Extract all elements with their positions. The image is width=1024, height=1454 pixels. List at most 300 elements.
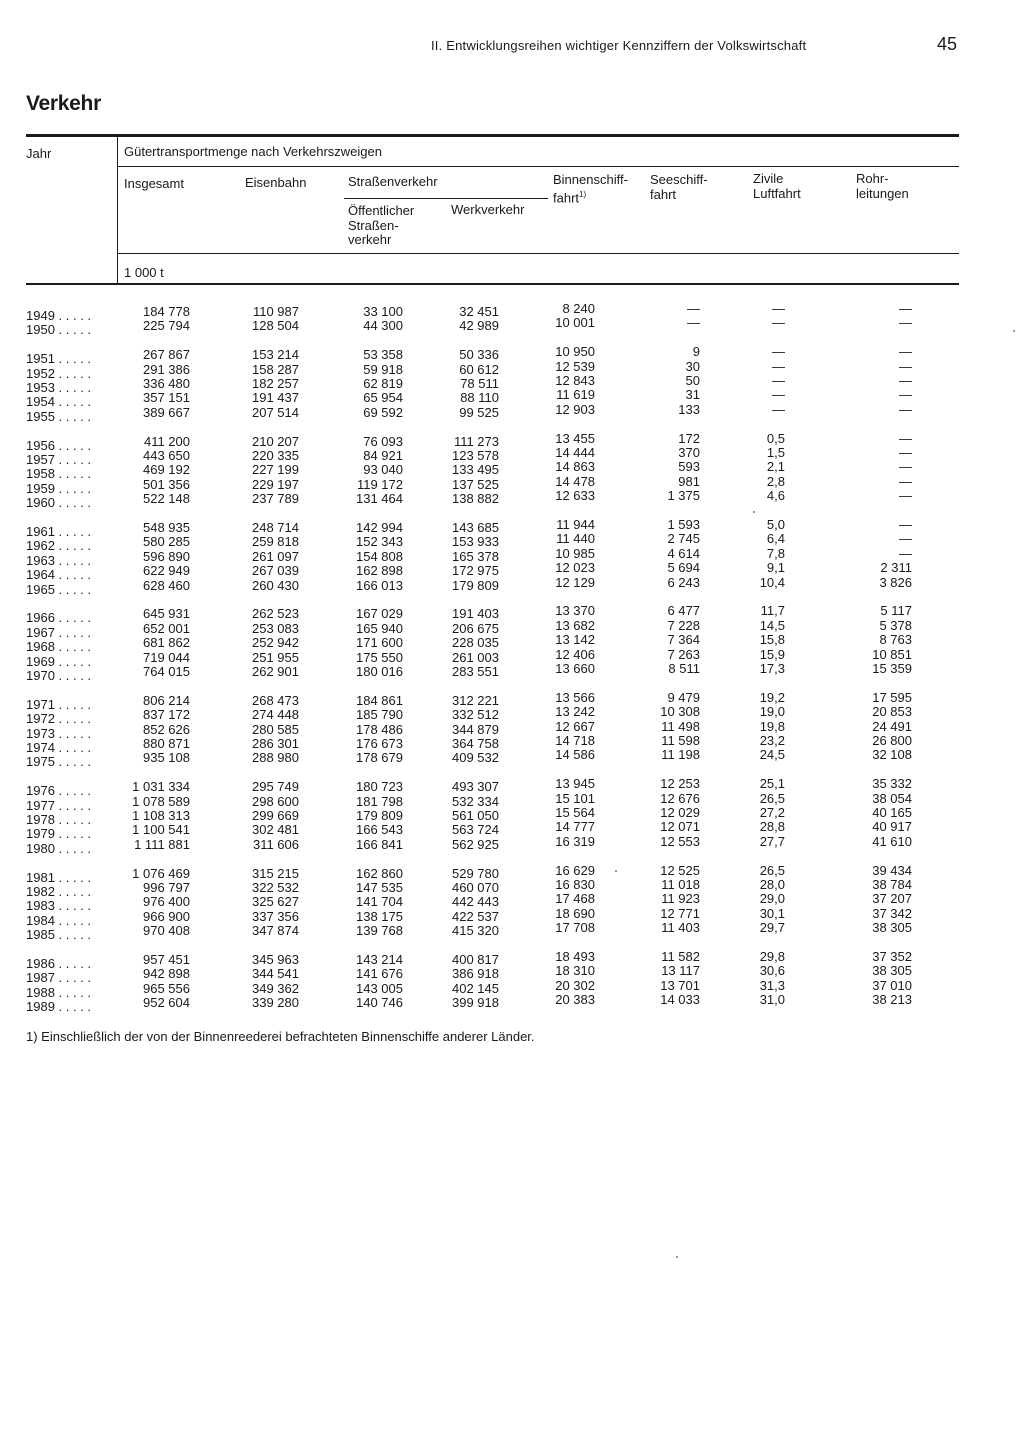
seeschiffahrt-cell: —	[687, 315, 700, 331]
binnenschiffahrt-cell: 13 660	[555, 661, 595, 676]
werkverkehr-cell: 312 221	[452, 692, 499, 708]
insgesamt-cell: 522 148	[143, 491, 190, 507]
scan-speck	[1013, 330, 1015, 332]
binnenschiffahrt-cell: 13 455	[555, 430, 595, 446]
werkverkehr-cell: 532 334	[452, 793, 499, 809]
year-cell: 1963 . . . . .	[26, 552, 92, 568]
year-cell: 1965 . . . . .	[26, 581, 92, 597]
insgesamt-cell: 1 078 589	[132, 793, 190, 809]
rohrleitungen-cell: 2 311	[880, 560, 912, 576]
eisenbahn-cell: 210 207	[252, 433, 299, 449]
seeschiffahrt-cell: 6 243	[667, 574, 700, 590]
seeschiffahrt-cell: 370	[678, 445, 700, 460]
rohrleitungen-cell: —	[899, 517, 912, 532]
year-cell: 1981 . . . . .	[26, 869, 92, 885]
zivile-luftfahrt-cell: 26,5	[759, 862, 785, 878]
zivile-luftfahrt-cell: 24,5	[759, 747, 785, 763]
year-cell: 1966 . . . . .	[26, 610, 92, 626]
seeschiffahrt-cell: 9 479	[667, 689, 700, 705]
insgesamt-cell: 970 408	[143, 923, 190, 939]
seeschiffahrt-cell: —	[687, 301, 700, 316]
year-cell: 1984 . . . . .	[26, 912, 92, 928]
eisenbahn-cell: 229 197	[252, 476, 299, 492]
binnenschiffahrt-cell: 11 619	[556, 387, 595, 403]
binnenschiffahrt-cell: 11 440	[556, 531, 595, 547]
zivile-luftfahrt-cell: 28,8	[759, 819, 785, 835]
eisenbahn-cell: 311 606	[252, 836, 299, 852]
eisenbahn-cell: 322 532	[252, 880, 299, 895]
zivile-luftfahrt-cell: 5,0	[766, 517, 785, 532]
binnenschiffahrt-cell: 13 566	[555, 689, 595, 705]
werkverkehr-cell: 191 403	[452, 606, 499, 622]
zivile-luftfahrt-cell: —	[772, 315, 785, 331]
seeschiffahrt-cell: 12 676	[660, 790, 700, 806]
year-cell: 1989 . . . . .	[26, 999, 92, 1015]
year-cell: 1955 . . . . .	[26, 408, 92, 424]
binnenschiffahrt-cell: 12 667	[555, 718, 595, 734]
binnenschiffahrt-cell: 12 633	[555, 488, 595, 504]
binnenschiffahrt-cell: 13 242	[555, 704, 595, 720]
oeffentlicher-strassenverkehr-cell: 44 300	[363, 318, 403, 334]
werkverkehr-cell: 179 809	[452, 577, 499, 593]
insgesamt-cell: 225 794	[143, 318, 190, 334]
zivile-luftfahrt-cell: 0,5	[766, 430, 785, 446]
oeffentlicher-strassenverkehr-cell: 167 029	[356, 606, 403, 622]
insgesamt-cell: 957 451	[143, 952, 190, 967]
seeschiffahrt-cell: 12 553	[660, 833, 700, 849]
section-title: Verkehr	[26, 92, 101, 115]
werkverkehr-cell: 493 307	[452, 779, 499, 795]
eisenbahn-cell: 339 280	[252, 995, 299, 1011]
rohrleitungen-cell: 3 826	[879, 574, 912, 590]
seeschiffahrt-cell: 593	[678, 459, 700, 475]
footnote-marker: 1)	[579, 189, 587, 199]
zivile-luftfahrt-cell: 2,1	[766, 459, 785, 475]
header-luft-line2: Luftfahrt	[753, 185, 801, 201]
seeschiffahrt-cell: 13 701	[660, 977, 700, 993]
header-see-line2: fahrt	[650, 186, 677, 202]
werkverkehr-cell: 111 273	[453, 433, 499, 449]
zivile-luftfahrt-cell: 10,4	[759, 574, 785, 590]
eisenbahn-cell: 298 600	[252, 793, 299, 809]
seeschiffahrt-cell: 11 498	[661, 718, 700, 734]
insgesamt-cell: 645 931	[143, 606, 190, 622]
rohrleitungen-cell: 15 359	[872, 661, 912, 676]
insgesamt-cell: 942 898	[143, 966, 190, 982]
insgesamt-cell: 966 900	[143, 908, 190, 924]
zivile-luftfahrt-cell: 9,1	[766, 560, 785, 576]
eisenbahn-cell: 261 097	[252, 548, 299, 564]
binnenschiffahrt-cell: 18 493	[555, 949, 595, 964]
eisenbahn-cell: 349 362	[252, 980, 299, 996]
oeffentlicher-strassenverkehr-cell: 162 898	[356, 563, 403, 579]
header-oeffentlicher-line2: Straßen-	[348, 217, 399, 233]
binnenschiffahrt-cell: 14 863	[555, 459, 595, 475]
oeffentlicher-strassenverkehr-cell: 178 679	[356, 750, 403, 766]
oeffentlicher-strassenverkehr-cell: 53 358	[363, 347, 403, 363]
werkverkehr-cell: 153 933	[452, 534, 499, 550]
rohrleitungen-cell: —	[899, 401, 912, 417]
zivile-luftfahrt-cell: 29,0	[759, 891, 785, 907]
seeschiffahrt-cell: 12 029	[660, 805, 700, 820]
year-cell: 1973 . . . . .	[26, 725, 92, 741]
eisenbahn-cell: 315 215	[252, 865, 299, 881]
seeschiffahrt-cell: 5 694	[667, 560, 700, 576]
binnenschiffahrt-cell: 14 586	[555, 747, 595, 763]
binnenschiffahrt-cell: 10 001	[555, 315, 595, 331]
zivile-luftfahrt-cell: 19,8	[759, 718, 785, 734]
header-binnen-line1: Binnenschiff-	[553, 172, 628, 187]
insgesamt-cell: 976 400	[143, 894, 190, 910]
eisenbahn-cell: 227 199	[252, 462, 299, 478]
zivile-luftfahrt-cell: 31,3	[759, 977, 785, 993]
seeschiffahrt-cell: 981	[678, 473, 700, 489]
year-cell: 1986 . . . . .	[26, 956, 92, 971]
werkverkehr-cell: 409 532	[452, 750, 499, 766]
eisenbahn-cell: 251 955	[252, 649, 299, 665]
year-cell: 1958 . . . . .	[26, 466, 92, 482]
oeffentlicher-strassenverkehr-cell: 162 860	[356, 865, 403, 881]
binnenschiffahrt-cell: 8 240	[562, 301, 595, 316]
oeffentlicher-strassenverkehr-cell: 141 676	[356, 966, 403, 982]
seeschiffahrt-cell: 1 375	[667, 488, 700, 504]
insgesamt-cell: 719 044	[143, 649, 190, 665]
zivile-luftfahrt-cell: 6,4	[766, 531, 785, 547]
eisenbahn-cell: 345 963	[252, 952, 299, 967]
insgesamt-cell: 996 797	[143, 880, 190, 895]
binnenschiffahrt-cell: 14 718	[555, 733, 595, 748]
seeschiffahrt-cell: 6 477	[667, 603, 700, 619]
insgesamt-cell: 935 108	[143, 750, 190, 766]
rohrleitungen-cell: —	[899, 301, 912, 316]
eisenbahn-cell: 302 481	[252, 822, 299, 838]
year-cell: 1974 . . . . .	[26, 740, 92, 755]
werkverkehr-cell: 402 145	[452, 980, 499, 996]
oeffentlicher-strassenverkehr-cell: 154 808	[356, 548, 403, 564]
werkverkehr-cell: 332 512	[452, 707, 499, 723]
binnenschiffahrt-cell: 17 468	[555, 891, 595, 907]
scan-speck	[615, 870, 617, 872]
rohrleitungen-cell: 10 851	[872, 646, 912, 662]
eisenbahn-cell: 248 714	[252, 520, 299, 535]
oeffentlicher-strassenverkehr-cell: 180 723	[356, 779, 403, 795]
werkverkehr-cell: 562 925	[452, 836, 499, 852]
seeschiffahrt-cell: 11 018	[661, 877, 700, 892]
seeschiffahrt-cell: 4 614	[667, 545, 700, 561]
year-cell: 1979 . . . . .	[26, 826, 92, 842]
rohrleitungen-cell: 32 108	[872, 747, 912, 763]
rohrleitungen-cell: —	[899, 344, 912, 360]
binnenschiffahrt-cell: 14 478	[555, 473, 595, 489]
zivile-luftfahrt-cell: —	[772, 373, 785, 388]
header-oeffentlicher-line3: verkehr	[348, 232, 392, 247]
rohrleitungen-cell: 8 763	[879, 632, 912, 648]
oeffentlicher-strassenverkehr-cell: 76 093	[363, 433, 403, 449]
insgesamt-cell: 1 031 334	[132, 779, 190, 795]
seeschiffahrt-cell: 14 033	[660, 992, 700, 1008]
oeffentlicher-strassenverkehr-cell: 171 600	[356, 635, 403, 651]
oeffentlicher-strassenverkehr-cell: 65 954	[363, 390, 403, 406]
werkverkehr-cell: 344 879	[452, 721, 499, 737]
insgesamt-cell: 852 626	[143, 721, 190, 737]
zivile-luftfahrt-cell: 30,1	[759, 905, 785, 921]
seeschiffahrt-cell: 30	[685, 358, 700, 374]
header-group: Gütertransportmenge nach Verkehrszweigen	[124, 144, 382, 159]
zivile-luftfahrt-cell: 30,6	[759, 963, 785, 979]
insgesamt-cell: 1 108 313	[132, 808, 190, 823]
rohrleitungen-cell: —	[899, 358, 912, 374]
oeffentlicher-strassenverkehr-cell: 119 172	[356, 476, 403, 492]
year-cell: 1959 . . . . .	[26, 480, 92, 496]
year-cell: 1962 . . . . .	[26, 538, 92, 554]
oeffentlicher-strassenverkehr-cell: 181 798	[356, 793, 403, 809]
zivile-luftfahrt-cell: 31,0	[759, 992, 785, 1008]
zivile-luftfahrt-cell: —	[772, 401, 785, 417]
oeffentlicher-strassenverkehr-cell: 166 543	[356, 822, 403, 838]
oeffentlicher-strassenverkehr-cell: 142 994	[356, 520, 403, 535]
oeffentlicher-strassenverkehr-cell: 166 013	[356, 577, 403, 593]
werkverkehr-cell: 137 525	[452, 476, 499, 492]
page-number: 45	[937, 34, 958, 54]
year-cell: 1954 . . . . .	[26, 394, 92, 410]
year-cell: 1968 . . . . .	[26, 639, 92, 655]
rohrleitungen-cell: 38 305	[872, 920, 912, 936]
eisenbahn-cell: 288 980	[252, 750, 299, 766]
oeffentlicher-strassenverkehr-cell: 179 809	[356, 808, 403, 823]
binnenschiffahrt-cell: 13 370	[555, 603, 595, 619]
rohrleitungen-cell: 20 853	[872, 704, 912, 720]
zivile-luftfahrt-cell: 14,5	[759, 617, 785, 633]
header-oeffentlicher-line1: Öffentlicher	[348, 203, 415, 218]
year-cell: 1953 . . . . .	[26, 380, 92, 395]
oeffentlicher-strassenverkehr-cell: 147 535	[356, 880, 403, 895]
rohrleitungen-cell: —	[899, 531, 912, 547]
zivile-luftfahrt-cell: 15,8	[759, 632, 785, 648]
binnenschiffahrt-cell: 12 406	[555, 646, 595, 662]
eisenbahn-cell: 299 669	[252, 808, 299, 823]
zivile-luftfahrt-cell: 17,3	[759, 661, 785, 676]
rohrleitungen-cell: —	[899, 430, 912, 446]
eisenbahn-cell: 259 818	[252, 534, 299, 550]
rohrleitungen-cell: 24 491	[872, 718, 912, 734]
header-strassenverkehr: Straßenverkehr	[348, 174, 438, 189]
insgesamt-cell: 681 862	[143, 635, 190, 651]
header-jahr: Jahr	[26, 146, 52, 161]
werkverkehr-cell: 415 320	[452, 923, 499, 939]
werkverkehr-cell: 133 495	[452, 462, 499, 478]
insgesamt-cell: 652 001	[143, 620, 190, 636]
rohrleitungen-cell: 37 352	[872, 949, 912, 964]
year-cell: 1985 . . . . .	[26, 927, 92, 943]
eisenbahn-cell: 252 942	[252, 635, 299, 651]
seeschiffahrt-cell: 7 263	[667, 646, 700, 662]
seeschiffahrt-cell: 12 525	[660, 862, 700, 878]
insgesamt-cell: 469 192	[143, 462, 190, 478]
eisenbahn-cell: 237 789	[252, 491, 299, 507]
seeschiffahrt-cell: 12 771	[660, 905, 700, 921]
insgesamt-cell: 411 200	[143, 433, 190, 449]
rohrleitungen-cell: 37 010	[872, 977, 912, 993]
rohrleitungen-cell: 37 342	[872, 905, 912, 921]
insgesamt-cell: 1 076 469	[132, 865, 190, 881]
eisenbahn-cell: 268 473	[252, 692, 299, 708]
rohrleitungen-cell: —	[899, 387, 912, 403]
zivile-luftfahrt-cell: 7,8	[766, 545, 785, 561]
year-cell: 1950 . . . . .	[26, 322, 92, 338]
year-cell: 1987 . . . . .	[26, 970, 92, 986]
eisenbahn-cell: 191 437	[252, 390, 299, 406]
binnenschiffahrt-cell: 11 944	[556, 517, 595, 532]
binnenschiffahrt-cell: 16 319	[555, 833, 595, 849]
eisenbahn-cell: 337 356	[252, 908, 299, 924]
oeffentlicher-strassenverkehr-cell: 166 841	[356, 836, 403, 852]
binnenschiffahrt-cell: 15 101	[555, 790, 595, 806]
eisenbahn-cell: 260 430	[252, 577, 299, 593]
werkverkehr-cell: 78 511	[460, 376, 499, 391]
insgesamt-cell: 764 015	[143, 664, 190, 679]
binnenschiffahrt-cell: 20 302	[555, 977, 595, 993]
insgesamt-cell: 501 356	[143, 476, 190, 492]
year-cell: 1970 . . . . .	[26, 668, 92, 683]
header-rohr-line2: leitungen	[856, 185, 909, 201]
werkverkehr-cell: 99 525	[459, 404, 499, 420]
zivile-luftfahrt-cell: 23,2	[759, 733, 785, 748]
insgesamt-cell: 952 604	[143, 995, 190, 1011]
year-cell: 1960 . . . . .	[26, 495, 92, 511]
year-cell: 1961 . . . . .	[26, 524, 92, 539]
eisenbahn-cell: 128 504	[252, 318, 299, 334]
seeschiffahrt-cell: 7 228	[667, 617, 700, 633]
werkverkehr-cell: 172 975	[452, 563, 499, 579]
eisenbahn-cell: 153 214	[252, 347, 299, 363]
seeschiffahrt-cell: 12 071	[660, 819, 700, 835]
eisenbahn-cell: 207 514	[252, 404, 299, 420]
seeschiffahrt-cell: 172	[678, 430, 700, 446]
oeffentlicher-strassenverkehr-cell: 84 921	[363, 448, 403, 463]
insgesamt-cell: 357 151	[143, 390, 190, 406]
zivile-luftfahrt-cell: 19,2	[759, 689, 785, 705]
insgesamt-cell: 291 386	[143, 361, 190, 377]
oeffentlicher-strassenverkehr-cell: 152 343	[356, 534, 403, 550]
insgesamt-cell: 443 650	[143, 448, 190, 463]
binnenschiffahrt-cell: 13 142	[555, 632, 595, 648]
zivile-luftfahrt-cell: 1,5	[766, 445, 785, 460]
rohrleitungen-cell: 39 434	[872, 862, 912, 878]
seeschiffahrt-cell: 12 253	[660, 776, 700, 792]
seeschiffahrt-cell: 7 364	[667, 632, 700, 648]
header-insgesamt: Insgesamt	[124, 176, 184, 191]
werkverkehr-cell: 364 758	[452, 736, 499, 751]
eisenbahn-cell: 280 585	[252, 721, 299, 737]
oeffentlicher-strassenverkehr-cell: 62 819	[363, 376, 403, 391]
binnenschiffahrt-cell: 12 539	[555, 358, 595, 374]
binnenschiffahrt-cell: 18 690	[555, 905, 595, 921]
year-cell: 1951 . . . . .	[26, 351, 92, 367]
header-eisenbahn: Eisenbahn	[245, 175, 307, 190]
year-cell: 1971 . . . . .	[26, 696, 92, 712]
year-cell: 1975 . . . . .	[26, 754, 92, 770]
oeffentlicher-strassenverkehr-cell: 178 486	[356, 721, 403, 737]
oeffentlicher-strassenverkehr-cell: 139 768	[356, 923, 403, 939]
header-luft-line1: Zivile	[753, 171, 784, 186]
binnenschiffahrt-cell: 13 945	[555, 776, 595, 792]
zivile-luftfahrt-cell: 2,8	[766, 473, 785, 489]
rohrleitungen-cell: 40 917	[872, 819, 912, 835]
insgesamt-cell: 267 867	[143, 347, 190, 363]
oeffentlicher-strassenverkehr-cell: 143 214	[356, 952, 403, 967]
year-cell: 1976 . . . . .	[26, 783, 92, 799]
binnenschiffahrt-cell: 20 383	[555, 992, 595, 1008]
zivile-luftfahrt-cell: 27,7	[759, 833, 785, 849]
eisenbahn-cell: 182 257	[252, 376, 299, 391]
binnenschiffahrt-cell: 14 777	[555, 819, 595, 835]
eisenbahn-cell: 220 335	[252, 448, 299, 463]
eisenbahn-cell: 325 627	[252, 894, 299, 910]
rohrleitungen-cell: 35 332	[872, 776, 912, 792]
werkverkehr-cell: 138 882	[452, 491, 499, 507]
year-cell: 1983 . . . . .	[26, 898, 92, 914]
werkverkehr-cell: 460 070	[452, 880, 499, 895]
year-cell: 1988 . . . . .	[26, 984, 92, 1000]
rohrleitungen-cell: 37 207	[872, 891, 912, 907]
year-cell: 1978 . . . . .	[26, 812, 92, 827]
binnenschiffahrt-cell: 10 950	[555, 344, 595, 360]
seeschiffahrt-cell: 1 593	[667, 517, 700, 532]
werkverkehr-cell: 60 612	[459, 361, 499, 377]
binnenschiffahrt-cell: 14 444	[555, 445, 595, 460]
oeffentlicher-strassenverkehr-cell: 176 673	[356, 736, 403, 751]
oeffentlicher-strassenverkehr-cell: 141 704	[356, 894, 403, 910]
oeffentlicher-strassenverkehr-cell: 59 918	[363, 361, 403, 377]
rohrleitungen-cell: 17 595	[872, 689, 912, 705]
werkverkehr-cell: 50 336	[459, 347, 499, 363]
werkverkehr-cell: 386 918	[452, 966, 499, 982]
eisenbahn-cell: 158 287	[252, 361, 299, 377]
werkverkehr-cell: 261 003	[452, 649, 499, 665]
year-cell: 1969 . . . . .	[26, 653, 92, 669]
year-cell: 1982 . . . . .	[26, 884, 92, 899]
insgesamt-cell: 880 871	[143, 736, 190, 751]
zivile-luftfahrt-cell: —	[772, 344, 785, 360]
header-werkverkehr: Werkverkehr	[451, 202, 525, 217]
rohrleitungen-cell: —	[899, 473, 912, 489]
eisenbahn-cell: 253 083	[252, 620, 299, 636]
seeschiffahrt-cell: 11 198	[661, 747, 700, 763]
rohrleitungen-cell: 38 054	[872, 790, 912, 806]
year-cell: 1967 . . . . .	[26, 624, 92, 640]
zivile-luftfahrt-cell: —	[772, 387, 785, 403]
eisenbahn-cell: 267 039	[252, 563, 299, 579]
year-cell: 1964 . . . . .	[26, 567, 92, 583]
zivile-luftfahrt-cell: 29,8	[759, 949, 785, 964]
werkverkehr-cell: 442 443	[452, 894, 499, 910]
oeffentlicher-strassenverkehr-cell: 180 016	[356, 664, 403, 679]
werkverkehr-cell: 32 451	[459, 304, 499, 319]
seeschiffahrt-cell: 50	[685, 373, 700, 388]
werkverkehr-cell: 283 551	[452, 664, 499, 679]
werkverkehr-cell: 400 817	[452, 952, 499, 967]
year-cell: 1957 . . . . .	[26, 452, 92, 467]
zivile-luftfahrt-cell: 15,9	[759, 646, 785, 662]
werkverkehr-cell: 529 780	[452, 865, 499, 881]
insgesamt-cell: 837 172	[143, 707, 190, 723]
insgesamt-cell: 184 778	[143, 304, 190, 319]
rohrleitungen-cell: 41 610	[872, 833, 912, 849]
seeschiffahrt-cell: 13 117	[661, 963, 700, 979]
zivile-luftfahrt-cell: 27,2	[759, 805, 785, 820]
rohrleitungen-cell: —	[899, 545, 912, 561]
oeffentlicher-strassenverkehr-cell: 138 175	[356, 908, 403, 924]
